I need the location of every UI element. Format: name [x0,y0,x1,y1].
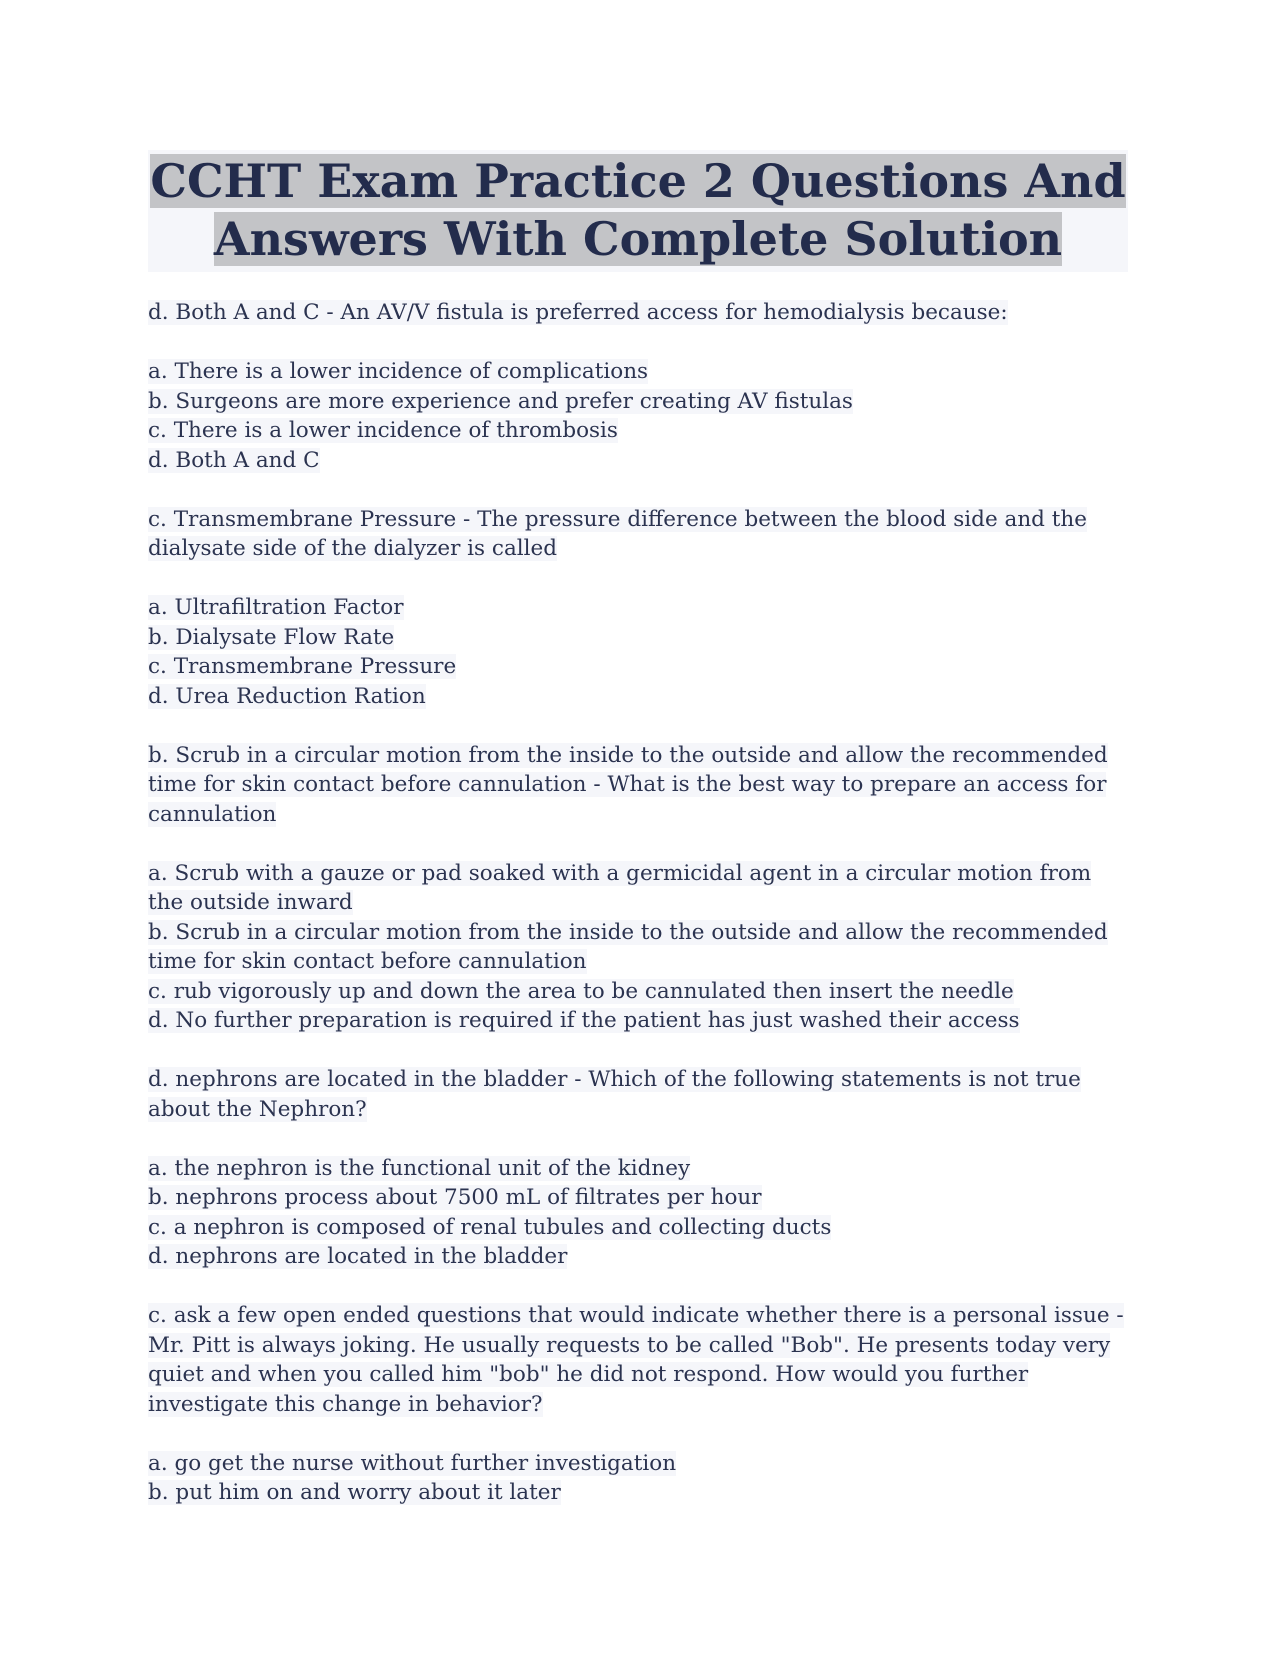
option-item: a. Scrub with a gauze or pad soaked with a germicidal agent in a circular motion from the outside inward [148,860,1092,915]
question-text: d. Both A and C - An AV/V fistula is preferred access for hemodialysis because: [148,300,1008,325]
option-item: b. put him on and worry about it later [148,1480,561,1505]
option-item: a. There is a lower incidence of complications [148,359,649,384]
option-item: a. Ultrafiltration Factor [148,595,404,620]
title-line-2: Answers With Complete Solution [213,212,1063,266]
option-item: a. go get the nurse without further investigation [148,1450,677,1476]
option-item: d. nephrons are located in the bladder [148,1244,568,1269]
option-item: c. a nephron is composed of renal tubules and collecting ducts [148,1214,832,1240]
question-block [148,1065,1128,1124]
option-item: a. the nephron is the functional unit of the kidney [148,1155,691,1181]
document-title [148,150,1128,272]
title-line-1: CCHT Exam Practice 2 Questions And [150,154,1126,208]
question-block [148,1301,1128,1419]
option-item: c. rub vigorously up and down the area to be cannulated then insert the needle [148,978,1014,1004]
question-text: b. Scrub in a circular motion from the inside to the outside and allow the recommended time for skin contact before cannulation - What is the best way to prepare an access for cannulation [148,742,1108,827]
option-item: b. nephrons process about 7500 mL of filtrates per hour [148,1185,762,1210]
option-item: d. Both A and C [148,447,320,473]
options-block [148,357,1128,475]
question-block [148,298,1128,328]
options-block [148,593,1128,711]
option-item: b. Dialysate Flow Rate [148,624,395,650]
option-item: c. Transmembrane Pressure [148,654,457,679]
option-item: d. No further preparation is required if the patient has just washed their access [148,1008,1020,1033]
document-page [148,150,1128,1537]
option-item: b. Surgeons are more experience and prefer creating AV fistulas [148,388,853,414]
question-text: c. Transmembrane Pressure - The pressure difference between the blood side and the dialysate side of the dialyzer is called [148,506,1087,561]
option-item: c. There is a lower incidence of thrombosis [148,418,618,443]
option-item: b. Scrub in a circular motion from the inside to the outside and allow the recommended time for skin contact before cannulation [148,919,1108,974]
question-block [148,505,1128,564]
question-text: d. nephrons are located in the bladder - Which of the following statements is not true about the Nephron? [148,1067,1081,1122]
option-item: d. Urea Reduction Ration [148,683,426,709]
question-block [148,741,1128,830]
question-list [148,298,1128,1508]
options-block [148,859,1128,1036]
question-text: c. ask a few open ended questions that would indicate whether there is a personal issue - Mr. Pitt is always joking. He usually requests to be called "Bob". He presents today very quiet and when you called him "bob" he did not respond. How would you further investigate this change in behavior? [148,1303,1124,1417]
options-block [148,1449,1128,1508]
options-block [148,1154,1128,1272]
